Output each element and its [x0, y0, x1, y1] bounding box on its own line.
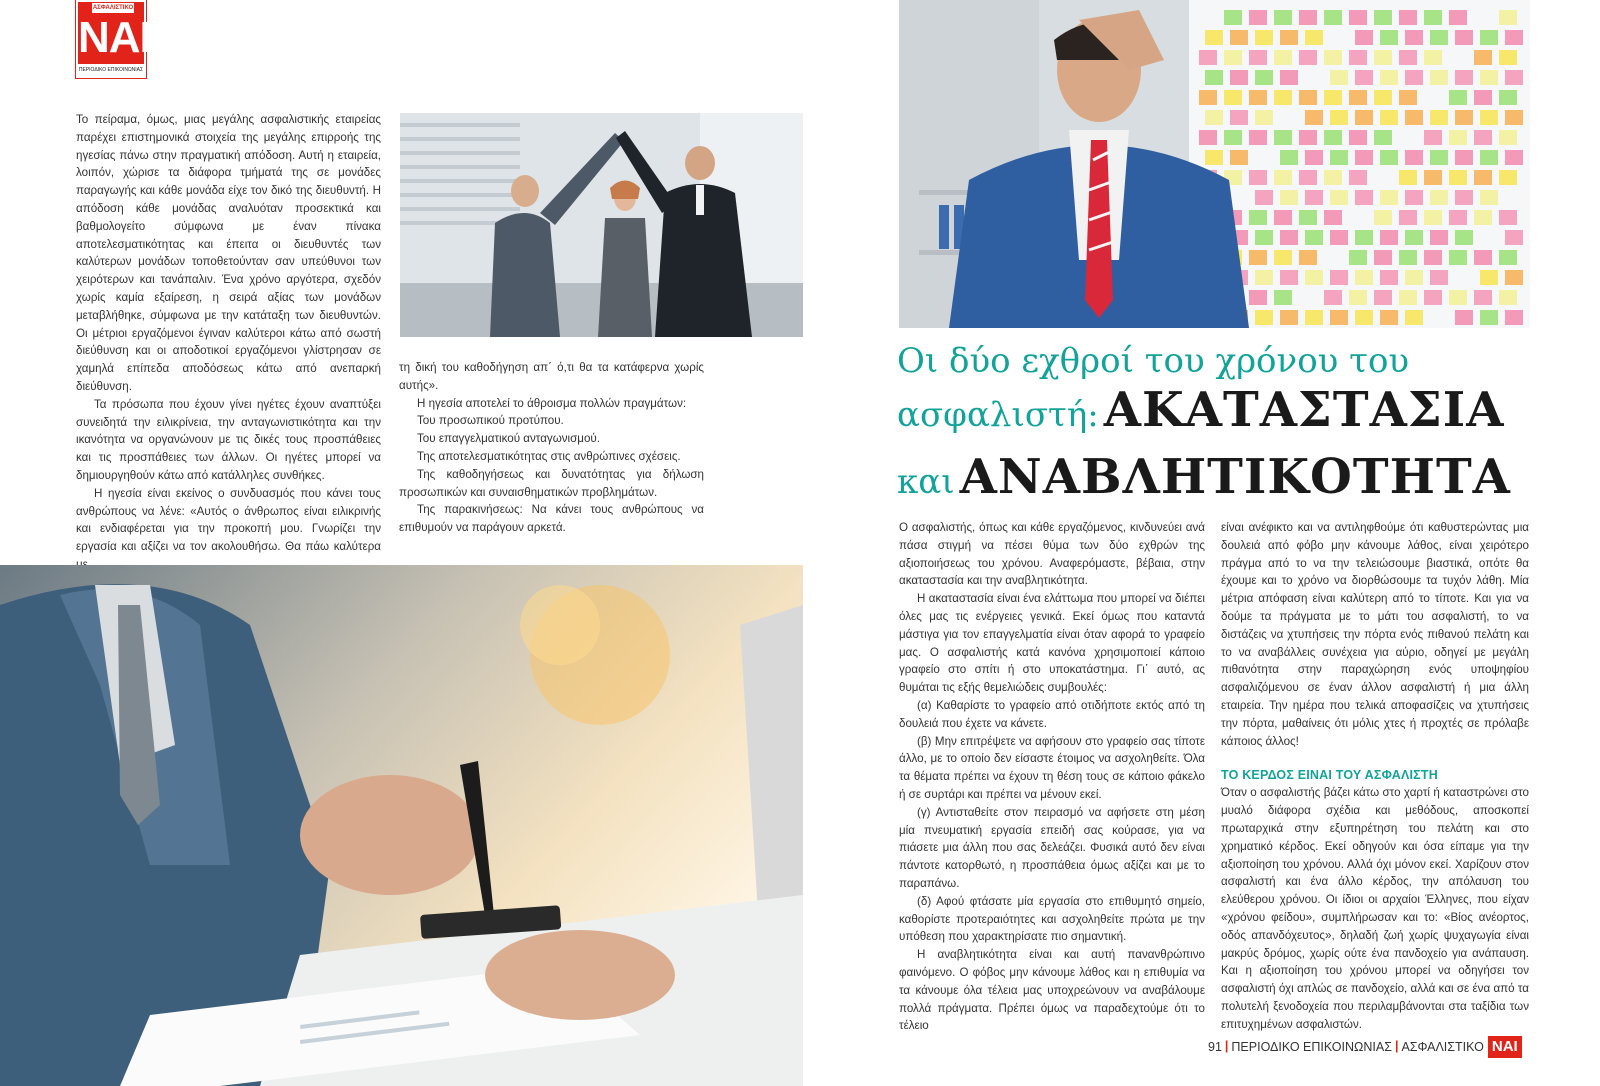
list-item: Του επαγγελματικού ανταγωνισμού.	[417, 432, 600, 446]
footer-section-name: ΑΣΦΑΛΙΣΤΙΚΟ	[1401, 1040, 1484, 1054]
paragraph: Η ηγεσία είναι εκείνος ο συνδυασμός που κάνει τους ανθρώπους να λένε: «Αυτός ο άνθρωπος είναι ειλικρινής και ενδιαφέρεται για την προκοπή μου. Γνωρίζει την εργασία και αξίζει να τον ακολουθήσω. Θα πάω καλύτερα	[76, 486, 381, 554]
paragraph: τη δική του καθοδήγηση απ΄ ό,τι θα τα κατάφερνα χωρίς αυτής».	[399, 361, 704, 392]
paragraph: Η ηγεσία αποτελεί το άθροισμα πολλών πραγμάτων:	[417, 396, 687, 410]
desk-illustration	[0, 565, 803, 1086]
list-item: Της αποτελεσματικότητας στις ανθρώπινες σχέσεις.	[417, 449, 681, 463]
headline-keyword-2: ΑΝΑΒΛΗΤΙΚΟΤΗΤΑ	[959, 449, 1511, 505]
article-headline	[897, 340, 1547, 516]
paragraph: Η ακαταστασία είναι ένα ελάττωμα που μπορεί να διέπει όλες μας τις ενέργειες γενικά. Εκεί όμως που καταντά μάστιγα για τον επαγγελματία είναι όταν αφορά το γραφείο μας. Ο ασφαλιστής κατά κανόνα χρησιμοποιεί κάποιο γραφείο στο σπίτι ή στο υποκατάστημα. Γι΄ αυτό, ας θυμάται τις εξής θεμελιώδεις συμβουλές:	[899, 592, 1205, 695]
section-subheading: ΤΟ ΚΕΡΔΟΣ ΕΙΝΑΙ ΤΟΥ ΑΣΦΑΛΙΣΤΗ	[1221, 768, 1438, 783]
photo-office-high-five	[400, 113, 803, 337]
paragraph: (γ) Αντισταθείτε στον πειρασμό να αφήσετε στη μέση μία πνευματική εργασία επειδή σας κούρασε, για να πιάσετε μια άλλη που σας δελεάζει. Φυσικά αυτό δεν είναι πάντοτε κατορθωτό, η προσπάθεια όμως αξίζει και με το παραπάνω.	[899, 805, 1205, 890]
footer-separator: |	[1224, 1039, 1229, 1054]
logo-bottom-label: ΠΕΡΙΟΔΙΚΟ ΕΠΙΚΟΙΝΩΝΙΑΣ	[78, 64, 144, 76]
paragraph: Ο ασφαλιστής, όπως και κάθε εργαζόμενος, κινδυνεύει ανά πάσα στιγμή να πέσει θύμα των δύο εχθρών της αξιοποιήσεως του χρόνου. Αναφερόμαστε, βέβαια, στην ακαταστασία και την αναβλητικότητα.	[899, 521, 1205, 588]
right-page-column-2	[1221, 519, 1529, 1034]
headline-line-1: Οι δύο εχθροί του χρόνου του	[897, 341, 1410, 381]
left-page-column-2	[399, 359, 704, 537]
headline-keyword-1: ΑΚΑΤΑΣΤΑΣΙΑ	[1103, 382, 1505, 438]
paragraph: Το πείραμα, όμως, μιας μεγάλης ασφαλιστικής εταιρείας παρέχει επιστημονικά στοιχεία της μεγάλης επιρροής της ηγεσίας πάνω στην πραγματική απόδοση. Αυτή η εταιρεία, λοιπόν, χώρισε τα διάφορα τμήματά της σε μονάδες παραγωγής και κάθε μονάδα είχε τον δικό της διευθυντή. Η απόδοση κάθε μονάδας αναλυόταν προσεκτικά και βαθμολογείτο σύμφωνα με έναν πίνακα αποτελεσματικότητας και έπειτα οι διευθυντές των καλύτερων μονάδων τοποθετούνταν σαν υπεύθυνοι των χειρότερων και τανάπαλιν. Ένα χρόνο αργότερα, σχεδόν χωρίς καμία εξαίρεση, η σειρά αξίας των μονάδων μεταβλήθηκε, σύμφωνα με την κατάταξη των διευθυντών. Οι μέτριοι εργαζόμενοι έγιναν καλύτεροι κάτω από σωστή διεύθυνση και οι αποδοτικοί εργαζόμενοι γλίστρησαν σε χαμηλά επίπεδα αποδόσεως κάτω από ανεπαρκή διεύθυνση.	[76, 113, 381, 393]
logo-top-label: ΑΣΦΑΛΙΣΤΙΚΟ	[92, 5, 134, 11]
left-page-column-1	[76, 111, 381, 574]
list-item: Της παρακινήσεως: Να κάνει τους ανθρώπους να επιθυμούν να παράγουν αρκετά.	[399, 503, 704, 535]
sticky-notes-illustration	[899, 0, 1530, 328]
paragraph: (β) Μην επιτρέψετε να αφήσουν στο γραφείο σας τίποτε άλλο, με το οποίο δεν είσαστε έτοιμος να ασχοληθείτε. Όλα τα θέματα πρέπει να έχουν τη θέση τους σε κάποιο φάκελο ή σε συρτάρι και πρέπει να μένουν εκεί.	[899, 734, 1205, 801]
footer-separator: |	[1394, 1039, 1399, 1054]
right-page-column-1	[899, 519, 1205, 1035]
photo-stressed-businessman	[899, 0, 1530, 328]
paragraph: Η αναβλητικότητα είναι και αυτή πανανθρώπινο φαινόμενο. Ο φόβος μην κάνουμε λάθος και η επιθυμία να τα κάνουμε όλα τέλεια μας υποχρεώνουν να αναβάλουμε πολλά πράγματα. Πρέπει όμως να παραδεχτούμε ότι το τέλειο	[899, 948, 1205, 1033]
headline-line-2-teal: ασφαλιστή:	[897, 395, 1099, 435]
footer-magazine-name: ΠΕΡΙΟΔΙΚΟ ΕΠΙΚΟΙΝΩΝΙΑΣ	[1231, 1040, 1392, 1054]
high-five-illustration	[400, 113, 803, 337]
paragraph: Όταν ο ασφαλιστής βάζει κάτω στο χαρτί ή καταστρώνει στο μυαλό διάφορα σχέδια και μεθόδους, αποσκοπεί πρωταρχικά στην εξυπηρέτηση του πελάτη και στο χρηματικό κέρδος. Εκεί οδηγούν και όσα είπαμε για την αξιοποίηση του χρόνου. Αλλά όχι μόνον εκεί. Χαρίζουν στον ασφαλιστή και ένα άλλο κέρδος, την απόλαυση του ελεύθερου χρόνου. Οι ίδιοι οι αρχαίοι Έλληνες, που είχαν «χρόνου φείδου», συμπλήρωσαν και το: «Βίος ανέορτος, οδός απανδόχευτος», δηλαδή ζωή χωρίς ψυχαγωγία είναι μακρύς δρόμος, χωρίς ούτε ένα πανδοχείο για ανάπαυση. Και η αξιοποίηση του χρόνου μπορεί να οδηγήσει τον ασφαλιστή όχι απλώς σε πανδοχείο, αλλά και σε ένα από τα πολυτελή ξενοδοχεία που περιλαμβάνονται στα ταξίδια των επιτυχημένων ασφαλιστών.	[1221, 786, 1529, 1031]
photo-businessman-writing	[0, 565, 803, 1086]
list-item: Της καθοδηγήσεως και δυνατότητας για δήλωση προσωπικών και συναισθηματικών προβλημάτων.	[399, 467, 704, 499]
magazine-logo	[76, 0, 151, 78]
paragraph: (δ) Αφού φτάσατε μία εργασία στο επιθυμητό σημείο, καθορίστε προτεραιότητες και ασχοληθείτε πρώτα με την υπόθεση που χαρακτηρίσατε πιο σημαντική.	[899, 894, 1205, 944]
logo-main-text: ΝΑΙ	[78, 13, 151, 62]
headline-line-3-teal: και	[897, 462, 955, 502]
list-item: Του προσωπικού προτύπου.	[417, 414, 564, 428]
paragraph: είναι ανέφικτο και να αντιληφθούμε ότι καθυστερώντας μια δουλειά από φόβο μην κάνουμε λάθος, είναι χειρότερο πράγμα από το να την τελειώσουμε βιαστικά, οπότε θα έχουμε και το χρόνο να διορθώσουμε τα τυχόν λάθη. Μία μέτρια απόφαση είναι καλύτερη από το τίποτε. Και για να δούμε τα πράγματα με το μάτι του ασφαλιστή, το να διστάζεις να χτυπήσεις την πόρτα ενός πιθανού πελάτη και το να αναβάλλεις συνέχεια για αύριο, οδηγεί με μεγάλη πιθανότητα στην παραχώρηση ενός υποψηφίου ασφαλιζόμενου σε έναν άλλον ασφαλιστή ή μια άλλη εταιρεία. Την ημέρα που τελικά αποφασίζεις να χτυπήσεις την πόρτα, μαθαίνεις ότι μόλις χτες ή προχτές σε πρόλαβε κάποιος άλλος!	[1221, 521, 1529, 748]
paragraph: (α) Καθαρίστε το γραφείο από οτιδήποτε εκτός από τη δουλειά που έχετε να κάνετε.	[899, 698, 1205, 730]
footer-logo: ΝΑΙ	[1488, 1036, 1522, 1058]
page-number: 91	[1208, 1040, 1222, 1054]
paragraph: Τα πρόσωπα που έχουν γίνει ηγέτες έχουν αναπτύξει συνειδητά την ειλικρίνεια, την ανταγωνιστικότητα και την ικανότητα να οργανώνουν με τις δικές τους προσπάθειες και τις προσπάθειες των άλλων. Οι ηγέτες μπορεί να δημιουργηθούν κάτω από κατάλληλες συνθήκες.	[76, 397, 381, 482]
page-footer	[1208, 1036, 1560, 1062]
